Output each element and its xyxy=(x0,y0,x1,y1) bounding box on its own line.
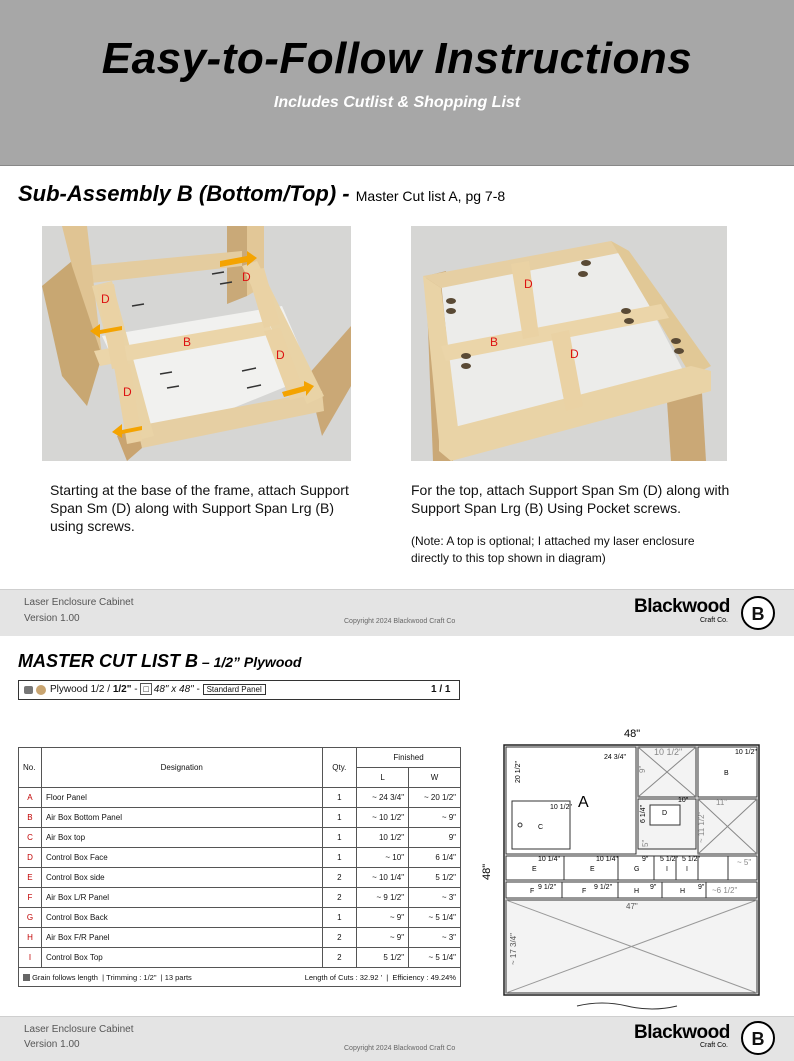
diagram-right-small: ~ 5" xyxy=(737,858,752,867)
row-designation: Control Box side xyxy=(41,868,322,888)
diagram-e2-label: E xyxy=(590,866,595,873)
row-length: ~ 10 1/4" xyxy=(357,868,409,888)
row-length: ~ 9" xyxy=(357,928,409,948)
section-title-separator: - xyxy=(336,181,356,206)
diagram-b-dim: 10 1/2" xyxy=(735,749,757,756)
row-width: 9" xyxy=(409,828,461,848)
material-icon xyxy=(36,685,46,695)
row-no: H xyxy=(19,928,42,948)
image-label-b: B xyxy=(183,335,192,349)
stack-icon xyxy=(24,686,33,694)
diagram-a-label: A xyxy=(578,794,589,811)
diagram-f2-dim: 9 1/2" xyxy=(594,884,613,891)
table-row xyxy=(19,788,461,808)
section-reference: Master Cut list A, pg 7-8 xyxy=(355,188,506,204)
row-length: ~ 10 1/2" xyxy=(357,808,409,828)
brand-seal-2: B xyxy=(741,1021,775,1055)
cutlist-subtitle: – 1/2” Plywood xyxy=(198,654,302,670)
row-no: C xyxy=(19,828,42,848)
summary-cuts: 32.92 ' xyxy=(359,972,383,982)
row-width: ~ 3" xyxy=(409,888,461,908)
panel-thickness: 1/2" xyxy=(112,684,132,695)
image-label-top-d1: D xyxy=(524,277,533,291)
brand-seal: B xyxy=(741,596,775,630)
brand-logo: Blackwood xyxy=(634,596,730,617)
row-width: 5 1/2" xyxy=(409,868,461,888)
diagram-a-width: 24 3/4" xyxy=(604,754,626,761)
table-row xyxy=(19,808,461,828)
row-width: ~ 20 1/2" xyxy=(409,788,461,808)
row-designation: Control Box Top xyxy=(41,948,322,968)
row-qty: 1 xyxy=(322,848,357,868)
footer-version: Version 1.00 xyxy=(24,613,80,624)
summary-cuts-label: Length of Cuts : xyxy=(304,972,360,982)
diagram-right-small2: ~6 1/2" xyxy=(712,886,738,895)
diagram-i2-label: I xyxy=(686,866,688,873)
diagram-right-side: ~ 11 1/2" xyxy=(697,811,706,843)
row-qty: 2 xyxy=(322,888,357,908)
image-label-top-b: B xyxy=(490,335,499,349)
diagram-c-dim: 10 1/2" xyxy=(550,804,572,811)
diagram-d-dim: 10" xyxy=(678,797,689,804)
row-qty: 1 xyxy=(322,788,357,808)
table-row xyxy=(19,928,461,948)
top-caption: For the top, attach Support Span Sm (D) along with Support Span Lrg (B) Using Pocket screws. xyxy=(411,482,730,516)
diagram-bottom-47: 47" xyxy=(626,902,638,911)
summary-efficiency: 49.24% xyxy=(430,972,456,982)
cutlist-table xyxy=(18,747,461,987)
panel-dash-2: - xyxy=(193,684,203,695)
row-designation: Air Box L/R Panel xyxy=(41,888,322,908)
summary-grain: Grain follows length xyxy=(32,972,98,982)
grain-icon xyxy=(23,974,30,981)
summary-trimming-label: Trimming : xyxy=(106,972,144,982)
row-no: F xyxy=(19,888,42,908)
table-row xyxy=(19,948,461,968)
diagram-h1-label: H xyxy=(634,888,640,895)
row-designation: Control Box Face xyxy=(41,848,322,868)
diagram-e1-dim: 10 1/4" xyxy=(538,856,560,863)
footer-product: Laser Enclosure Cabinet xyxy=(24,597,134,608)
diagram-i1-label: I xyxy=(666,866,668,873)
diagram-top-mid-side: 9" xyxy=(638,765,647,773)
diagram-h1-dim: 9" xyxy=(650,884,657,891)
bottom-caption: Starting at the base of the frame, attach Support Span Sm (D) along with Support Span Lrg (B) using screws. xyxy=(50,482,349,534)
row-width: ~ 3" xyxy=(409,928,461,948)
header-designation: Designation xyxy=(41,748,322,788)
row-width: ~ 9" xyxy=(409,808,461,828)
table-header-row xyxy=(19,748,461,768)
diagram-i2-dim: 5 1/2" xyxy=(682,856,701,863)
brand-logo-2: Blackwood xyxy=(634,1022,730,1043)
row-length: ~ 9 1/2" xyxy=(357,888,409,908)
main-subtitle: Includes Cutlist & Shopping List xyxy=(273,94,521,111)
section-title xyxy=(18,181,505,207)
diagram-bottom-side: ~ 17 3/4" xyxy=(509,933,518,965)
diagram-g-dim: 9" xyxy=(642,856,649,863)
summary-parts: 13 parts xyxy=(164,972,192,982)
diagram-f1-dim: 9 1/2" xyxy=(538,884,557,891)
diagram-f2-label: F xyxy=(582,888,587,895)
table-summary-row xyxy=(19,968,461,987)
panel-standard: Standard Panel xyxy=(203,684,266,695)
header-no: No. xyxy=(19,748,42,788)
row-designation: Floor Panel xyxy=(41,788,322,808)
top-note: (Note: A top is optional; I attached my laser enclosure directly to this top shown in diagram) xyxy=(411,534,695,565)
panel-size-icon: □ xyxy=(140,683,151,695)
diagram-e2-dim: 10 1/4" xyxy=(596,856,618,863)
cutlist-title xyxy=(18,651,301,672)
footer-copyright: Copyright 2024 Blackwood Craft Co xyxy=(344,618,456,625)
table-row xyxy=(19,908,461,928)
table-row xyxy=(19,828,461,848)
row-no: G xyxy=(19,908,42,928)
brand-sub-2: Craft Co. xyxy=(699,1042,728,1049)
row-qty: 2 xyxy=(322,948,357,968)
row-qty: 1 xyxy=(322,828,357,848)
diagram-g-label: G xyxy=(634,866,640,873)
image-label-d3: D xyxy=(276,348,285,362)
panel-page: 1 / 1 xyxy=(431,684,451,695)
summary-efficiency-label: Efficiency : xyxy=(392,972,431,982)
row-length: 10 1/2" xyxy=(357,828,409,848)
row-length: ~ 10" xyxy=(357,848,409,868)
row-no: B xyxy=(19,808,42,828)
diagram-i1-dim: 5 1/2" xyxy=(660,856,679,863)
row-qty: 1 xyxy=(322,908,357,928)
section-title-text: Sub-Assembly B (Bottom/Top) xyxy=(18,181,337,206)
row-width: ~ 5 1/4" xyxy=(409,908,461,928)
panel-size: 48" x 48" xyxy=(153,684,194,695)
header-finished: Finished xyxy=(357,748,461,768)
row-designation: Air Box Bottom Panel xyxy=(41,808,322,828)
footer2-version: Version 1.00 xyxy=(24,1039,80,1050)
row-width: 6 1/4" xyxy=(409,848,461,868)
diagram-h2-label: H xyxy=(680,888,686,895)
row-qty: 2 xyxy=(322,868,357,888)
diagram-f1-label: F xyxy=(530,888,535,895)
header-qty: Qty. xyxy=(322,748,357,788)
summary-trimming: 1/2" xyxy=(143,972,157,982)
table-row xyxy=(19,888,461,908)
cutlist-title-text: MASTER CUT LIST B xyxy=(18,651,198,671)
panel-info-bar xyxy=(18,680,460,700)
row-length: 5 1/2" xyxy=(357,948,409,968)
footer2-copyright: Copyright 2024 Blackwood Craft Co xyxy=(344,1045,456,1052)
cut-diagram xyxy=(482,725,782,1015)
footer2-product: Laser Enclosure Cabinet xyxy=(24,1024,134,1035)
row-qty: 1 xyxy=(322,808,357,828)
image-label-d4: D xyxy=(123,385,132,399)
row-designation: Air Box top xyxy=(41,828,322,848)
row-designation: Control Box Back xyxy=(41,908,322,928)
diagram-a-height: 20 1/2" xyxy=(515,761,522,783)
row-length: ~ 24 3/4" xyxy=(357,788,409,808)
diagram-b-label: B xyxy=(724,770,729,777)
panel-material xyxy=(50,684,266,695)
row-qty: 2 xyxy=(322,928,357,948)
brand-sub: Craft Co. xyxy=(699,617,728,624)
panel-material-name: Plywood 1/2 / xyxy=(50,684,113,695)
row-no: D xyxy=(19,848,42,868)
diagram-e1-label: E xyxy=(532,866,537,873)
main-title: Easy-to-Follow Instructions xyxy=(101,34,693,83)
panel-dash-1: - xyxy=(131,684,141,695)
diagram-h2-dim: 9" xyxy=(698,884,705,891)
image-label-top-d2: D xyxy=(570,347,579,361)
diagram-d-side: 6 1/4" xyxy=(640,804,647,823)
diagram-mid-side: 5" xyxy=(641,839,650,847)
table-row xyxy=(19,868,461,888)
summary-cell: Grain follows length | Trimming : 1/2" | 13 parts Length of Cuts : 32.92 ' | Efficiency : 49.24% xyxy=(19,968,461,987)
table-row xyxy=(19,848,461,868)
row-no: I xyxy=(19,948,42,968)
row-length: ~ 9" xyxy=(357,908,409,928)
image-label-d2: D xyxy=(242,270,251,284)
image-label-d1: D xyxy=(101,292,110,306)
header-w: W xyxy=(409,768,461,788)
header-l: L xyxy=(357,768,409,788)
diagram-right-11: 11" xyxy=(716,798,728,807)
diagram-top-width: 48" xyxy=(624,728,641,740)
diagram-c-label: C xyxy=(538,824,544,831)
row-width: ~ 5 1/4" xyxy=(409,948,461,968)
diagram-d-label: D xyxy=(662,810,668,817)
row-designation: Air Box F/R Panel xyxy=(41,928,322,948)
row-no: E xyxy=(19,868,42,888)
top-frame-image xyxy=(411,226,727,461)
bottom-frame-image xyxy=(42,226,351,461)
diagram-left-height: 48" xyxy=(482,863,493,880)
row-no: A xyxy=(19,788,42,808)
diagram-top-mid-dim: 10 1/2" xyxy=(654,747,683,757)
